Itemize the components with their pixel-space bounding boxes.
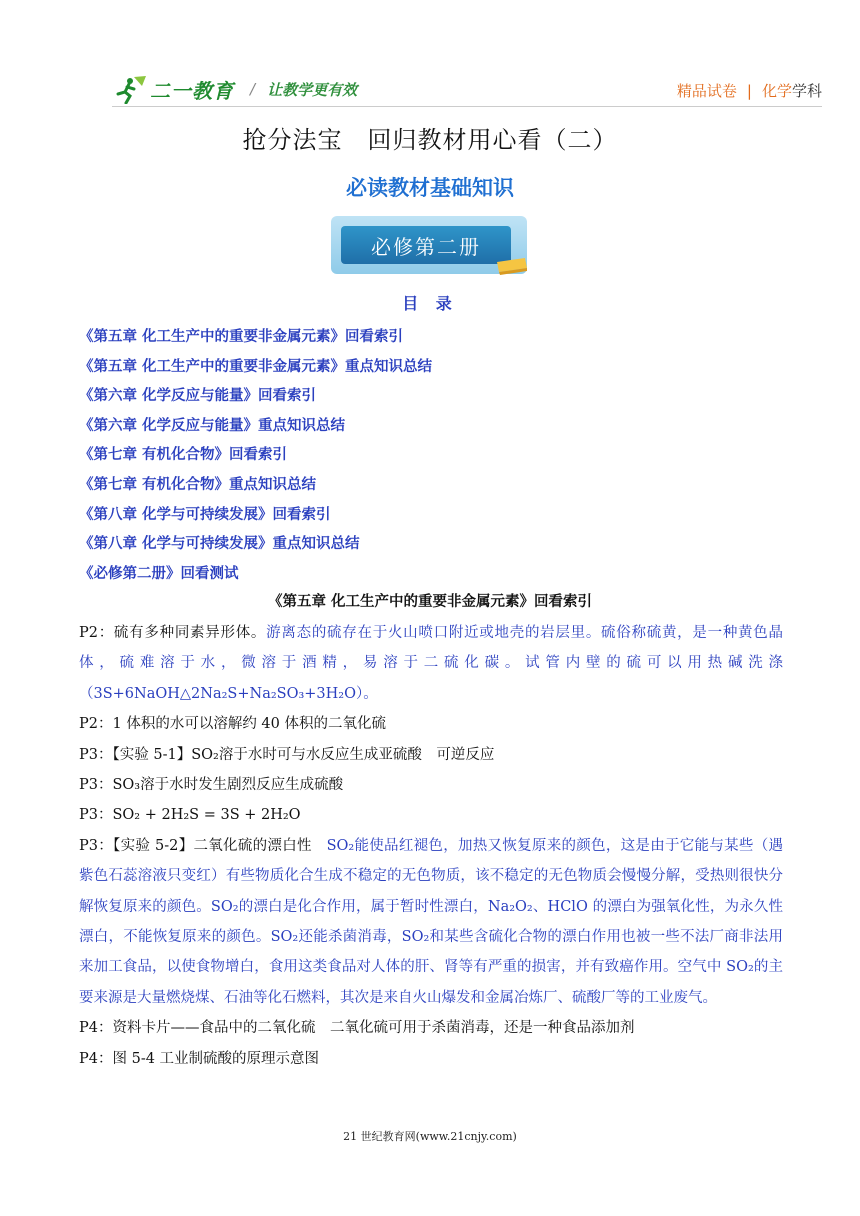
paragraph-figure-5-4: P4：图 5-4 工业制硫酸的原理示意图	[79, 1050, 320, 1067]
paragraph-so3: P3：SO₃溶于水时发生剧烈反应生成硫酸	[79, 777, 344, 794]
runner-logo-icon	[112, 74, 148, 104]
toc-item[interactable]: 《第五章 化工生产中的重要非金属元素》重点知识总结	[79, 358, 433, 375]
volume-badge-label: 必修第二册	[371, 235, 481, 259]
header-subject-a: 化学	[761, 82, 792, 100]
paragraph-experiment-5-2	[79, 831, 783, 1013]
page-footer: 21 世纪教育网(www.21cnjy.com)	[343, 1130, 517, 1143]
paragraph-data-card: P4：资料卡片——食品中的二氧化硫 二氧化硫可用于杀菌消毒，还是一种食品添加剂	[79, 1020, 635, 1037]
paragraph-so2-solubility: P2：1 体积的水可以溶解约 40 体积的二氧化硫	[79, 716, 386, 733]
toc-item[interactable]: 《第七章 有机化合物》回看索引	[79, 447, 288, 464]
logo-text: 二一教育	[150, 78, 234, 103]
slogan-separator: /	[250, 80, 256, 98]
brand-logo	[112, 74, 357, 104]
paragraph-so2-h2s: P3：SO₂ + 2H₂S = 3S + 2H₂O	[79, 807, 301, 824]
header-rule	[112, 106, 822, 107]
toc-item[interactable]: 《第七章 有机化合物》重点知识总结	[79, 476, 317, 493]
paragraph-sulfur-equation: （3S+6NaOH△2Na₂S+Na₂SO₃+3H₂O）。	[79, 685, 378, 702]
toc-item[interactable]: 《第六章 化学反应与能量》回看索引	[79, 388, 317, 405]
slogan: 让教学更有效	[267, 80, 358, 99]
table-of-contents	[79, 323, 432, 589]
header-separator: |	[746, 82, 752, 100]
header-premium-label: 精品试卷	[676, 82, 737, 100]
toc-item[interactable]: 《必修第二册》回看测试	[79, 565, 239, 582]
paragraph-experiment-5-1: P3：【实验 5-1】SO₂溶于水时可与水反应生成亚硫酸 可逆反应	[79, 746, 495, 763]
content-body	[79, 618, 783, 1074]
toc-item[interactable]: 《第六章 化学反应与能量》重点知识总结	[79, 417, 346, 434]
page-title: 抢分法宝 回归教材用心看（二）	[242, 126, 618, 154]
p-bleach-intro: P3：【实验 5-2】二氧化硫的漂白性	[79, 837, 327, 854]
toc-heading: 目 录	[402, 294, 458, 313]
p-sulfur-blue-1: 游离态的硫存在于火山喷口附近或地壳的岩层里。硫俗称硫黄，是一种黄色晶	[266, 625, 783, 641]
toc-item[interactable]: 《第八章 化学与可持续发展》重点知识总结	[79, 536, 360, 553]
header-subject	[677, 80, 822, 101]
header-subject-b: 学科	[791, 82, 822, 100]
paragraph-sulfur-2: 体，硫难溶于水，微溶于酒精，易溶于二硫化碳。试管内壁的硫可以用热碱洗涤	[79, 655, 783, 672]
p-sulfur-intro: P2：硫有多种同素异形体。	[79, 625, 267, 641]
paragraph-sulfur-1	[79, 618, 783, 648]
volume-badge	[329, 214, 529, 278]
section-heading: 《第五章 化工生产中的重要非金属元素》回看索引	[267, 594, 593, 610]
toc-item[interactable]: 《第八章 化学与可持续发展》回看索引	[79, 506, 331, 523]
page-header	[112, 70, 822, 108]
p-bleach-detail: SO₂能使品红褪色，加热又恢复原来的颜色，这是由于它能与某些（遇紫色石蕊溶液只变红）有些物质化合生成不稳定的无色物质，该不稳定的无色物质会慢慢分解，受热则很快分解恢复原来的颜色。SO₂的漂白是化合作用，属于暂时性漂白，Na₂O₂、HClO 的漂白为强氧化性，为永久性漂白，不能恢复原来的颜色。SO₂还能杀菌消毒，SO₂和某些含硫化合物的漂白作用也被一些不法厂商非法用来加工食品，以使食物增白，食用这类食品对人体的肝、肾等有严重的损害，并有致癌作用。空气中 SO₂的主要来源是大量燃烧煤、石油等化石燃料，其次是来自火山爆发和金属冶炼厂、硫酸厂等的工业废气。	[79, 837, 783, 1006]
toc-item[interactable]: 《第五章 化工生产中的重要非金属元素》回看索引	[79, 329, 404, 345]
page-subtitle: 必读教材基础知识	[346, 176, 514, 200]
